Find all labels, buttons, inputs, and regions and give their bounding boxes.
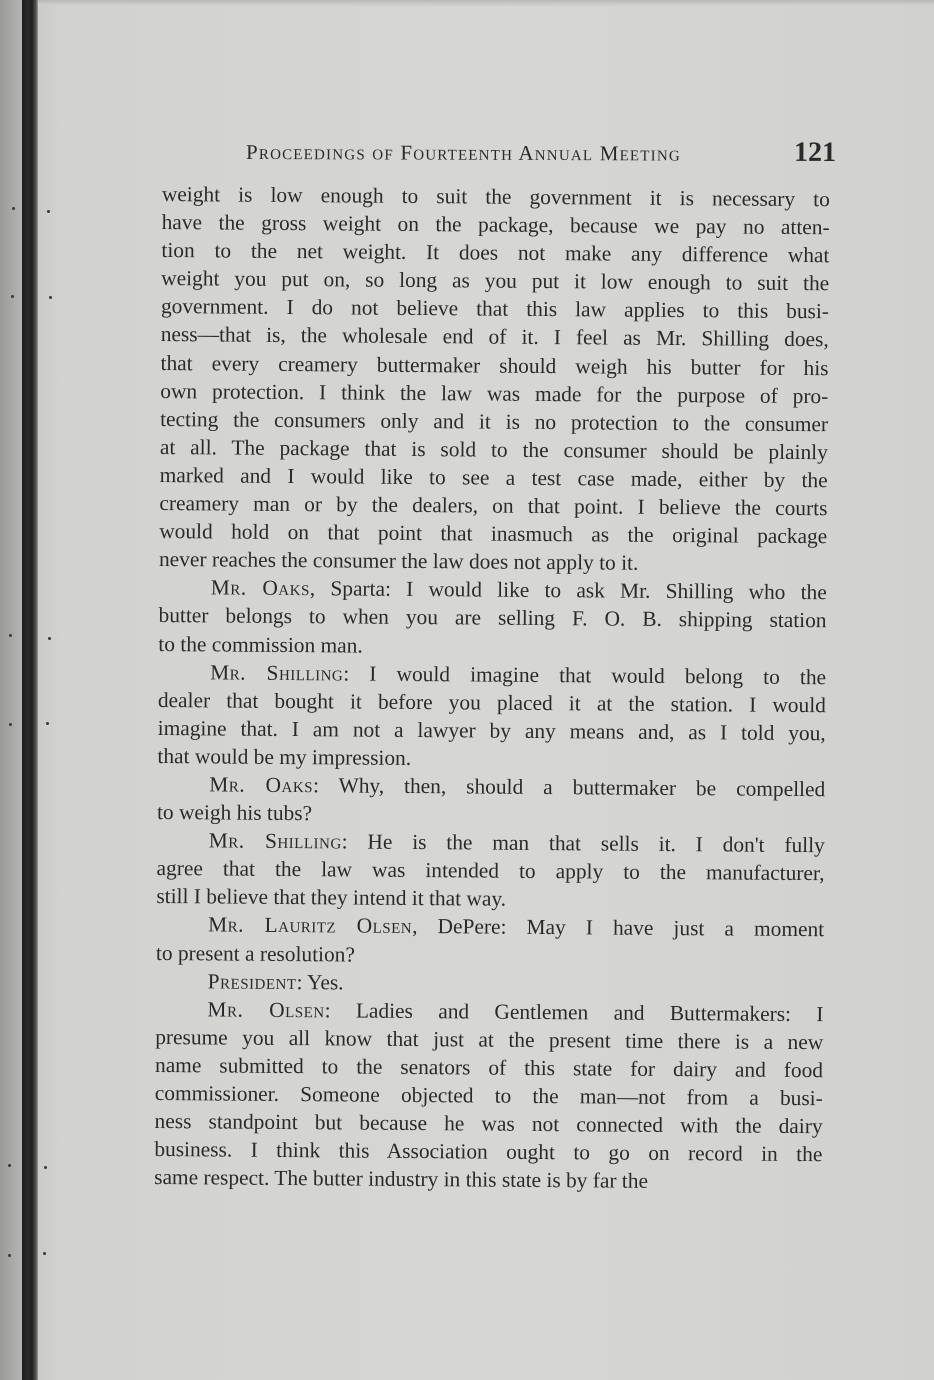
speaker-name: Mr. Shilling <box>210 659 344 686</box>
page-top-edge <box>38 0 934 6</box>
text-line: own protection. I think the law was made for the purpose of pro- <box>160 378 829 408</box>
speaker-name: Mr. Oaks <box>210 575 310 601</box>
speaker-name: Mr. Oaks <box>209 772 314 798</box>
text-line: never reaches the consumer the law does not apply to it. <box>158 547 639 575</box>
speaker-name: Mr. Lauritz Olsen <box>208 912 413 939</box>
margin-speck <box>8 1254 11 1257</box>
margin-speck <box>9 723 12 726</box>
margin-speck <box>46 722 49 725</box>
speaker-name: Mr. Olsen <box>207 997 325 1023</box>
text-line: still I believe that they intend it that way. <box>156 884 507 912</box>
text-line: that would be my impression. <box>157 743 412 770</box>
margin-speck <box>43 1252 46 1255</box>
text-line: creamery man or by the dealers, on that point. I believe the courts <box>159 491 828 521</box>
text-line: tion to the net weight. It does not make any difference what <box>161 238 830 268</box>
margin-speck <box>8 1164 11 1167</box>
book-spine <box>22 0 38 1380</box>
text-line: commissioner. Someone objected to the man—not from a busi- <box>154 1080 823 1111</box>
text-line: same respect. The butter industry in this state is by far the <box>154 1165 649 1194</box>
running-head-title: Proceedings of Fourteenth Annual Meeting <box>245 139 681 166</box>
margin-speck <box>12 207 15 210</box>
text-line: that every creamery buttermaker should weigh his butter for his <box>160 350 829 380</box>
speaker-line: Mr. Shilling: He is the man that sells it. I don't fully <box>208 828 825 858</box>
text-line: to weigh his tubs? <box>156 800 313 826</box>
speaker-line: Mr. Oaks, Sparta: I would like to ask Mr. Shilling who the <box>210 575 827 605</box>
text-line: dealer that bought it before you placed it at the station. I would <box>157 687 826 717</box>
text-line: business. I think this Association ought to go on record in the <box>154 1137 823 1167</box>
text-line: butter belongs to when you are selling F. O. B. shipping station <box>158 603 827 633</box>
speaker-name: Mr. Shilling <box>208 828 342 854</box>
text-line: marked and I would like to see a test case made, either by the <box>159 462 828 493</box>
text-line: would hold on that point that inasmuch as the original package <box>159 519 828 549</box>
text-line: tecting the consumers only and it is no protection to the consumer <box>160 406 829 436</box>
margin-speck <box>47 210 50 213</box>
speaker-line: Mr. Lauritz Olsen, DePere: May I have just a moment <box>208 912 825 942</box>
text-line: name submitted to the senators of this state for dairy and food <box>154 1052 824 1083</box>
margin-speck <box>49 296 52 299</box>
speaker-line: Mr. Oaks: Why, then, should a buttermaker be compelled <box>209 772 826 802</box>
text-line: agree that the law was intended to apply to the manufacturer, <box>156 856 825 886</box>
margin-speck <box>11 295 14 298</box>
speaker-line: Mr. Olsen: Ladies and Gentlemen and Buttermakers: I <box>207 997 824 1026</box>
text-line: presume you all know that just at the present time there is a new <box>155 1024 824 1055</box>
margin-speck <box>44 1166 47 1169</box>
margin-speck <box>9 634 12 637</box>
running-head <box>246 135 836 173</box>
text-line: to present a resolution? <box>155 940 356 967</box>
text-line: have the gross weight on the package, because we pay no atten- <box>161 210 830 240</box>
text-line: weight you put on, so long as you put it low enough to suit the <box>161 266 830 296</box>
speaker-line: President: Yes. <box>207 969 344 995</box>
page-number: 121 <box>793 136 837 169</box>
text-line: to the commission man. <box>158 631 363 658</box>
speaker-name: President <box>207 969 297 994</box>
speaker-line: Mr. Shilling: I would imagine that would belong to the <box>210 659 827 689</box>
text-line: imagine that. I am not a lawyer by any means and, as I told you, <box>157 715 826 746</box>
text-line: government. I do not believe that this law applies to this busi- <box>160 294 830 324</box>
facing-page-edge <box>0 0 22 1380</box>
text-line: ness—that is, the wholesale end of it. I feel as Mr. Shilling does, <box>160 322 829 352</box>
margin-speck <box>48 637 51 640</box>
body-text <box>154 180 830 1197</box>
text-line: weight is low enough to suit the government it is necessary to <box>161 181 830 212</box>
text-line: at all. The package that is sold to the consumer should be plainly <box>159 434 828 465</box>
text-line: ness standpoint but because he was not connected with the dairy <box>154 1109 823 1139</box>
